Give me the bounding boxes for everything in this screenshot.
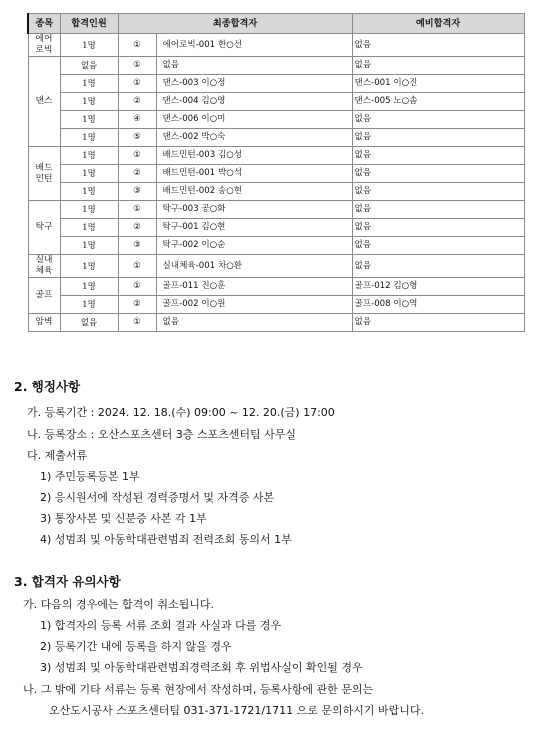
table-body: [28, 34, 524, 332]
reserve-passer-cell: 없음: [352, 34, 524, 57]
slot-number-cell: ①: [118, 201, 156, 219]
count-cell: 1명: [60, 255, 118, 278]
final-passer-cell: 골프-011 진○훈: [156, 278, 352, 296]
category-cell: [28, 314, 60, 332]
reserve-passer-cell: 없음: [352, 201, 524, 219]
section-2-line-1: 가. 등록기간 : 2024. 12. 18.(수) 09:00 ~ 12. 20.(금) 17:00: [27, 406, 335, 419]
table-row: [28, 75, 524, 93]
slot-number-cell: ①: [118, 75, 156, 93]
reserve-passer-cell: 없음: [352, 147, 524, 165]
final-passer-cell: 탁구-002 이○순: [156, 237, 352, 255]
table-header-row: [28, 14, 524, 34]
count-cell: 1명: [60, 201, 118, 219]
slot-number-cell: ③: [118, 237, 156, 255]
table-row: [28, 111, 524, 129]
category-label: 실내: [35, 255, 53, 265]
reserve-passer-cell: 없음: [352, 129, 524, 147]
section-3-line-1: 가. 다음의 경우에는 합격이 취소됩니다.: [23, 598, 214, 611]
table-row: [28, 183, 524, 201]
category-cell: [28, 57, 60, 147]
final-passer-cell: 에어로빅-001 한○선: [156, 34, 352, 57]
reserve-passer-cell: 없음: [352, 183, 524, 201]
category-label: 댄스: [35, 96, 53, 106]
final-passer-cell: 탁구-001 김○현: [156, 219, 352, 237]
category-label: 체육: [35, 266, 53, 276]
reserve-passer-cell: 없음: [352, 219, 524, 237]
section-3-line-4: 3) 성범죄 및 아동학대관련범죄경력조회 후 위법사실이 확인될 경우: [40, 661, 363, 674]
slot-number-cell: ⑤: [118, 129, 156, 147]
slot-number-cell: ②: [118, 165, 156, 183]
final-passer-cell: 댄스-004 김○영: [156, 93, 352, 111]
category-cell: [28, 255, 60, 278]
reserve-passer-cell: 없음: [352, 165, 524, 183]
count-cell: 1명: [60, 183, 118, 201]
table-row: [28, 255, 524, 278]
final-passer-cell: 댄스-003 이○정: [156, 75, 352, 93]
final-passer-cell: 배드민턴-002 송○현: [156, 183, 352, 201]
table-row: [28, 219, 524, 237]
reserve-passer-cell: 없음: [352, 255, 524, 278]
slot-number-cell: ①: [118, 34, 156, 57]
count-cell: 1명: [60, 165, 118, 183]
table-row: [28, 34, 524, 57]
count-cell: 1명: [60, 147, 118, 165]
count-cell: 1명: [60, 75, 118, 93]
count-cell: 없음: [60, 314, 118, 332]
section-2-line-2: 나. 등록장소 : 오산스포츠센터 3층 스포츠센터팀 사무실: [27, 428, 296, 441]
final-passer-cell: 실내체육-001 차○환: [156, 255, 352, 278]
category-label: 민턴: [35, 173, 53, 184]
category-label: 골프: [35, 290, 53, 300]
count-cell: 1명: [60, 278, 118, 296]
table-row: [28, 278, 524, 296]
category-label: 배드: [35, 162, 53, 173]
header-reserve: 예비합격자: [352, 14, 524, 34]
slot-number-cell: ①: [118, 57, 156, 75]
category-cell: [28, 201, 60, 255]
category-label: 에어: [35, 34, 53, 44]
slot-number-cell: ①: [118, 314, 156, 332]
table-row: [28, 296, 524, 314]
category-label: 암벽: [35, 317, 53, 327]
slot-number-cell: ①: [118, 278, 156, 296]
section-2-line-5: 2) 응시원서에 작성된 경력증명서 및 자격증 사본: [40, 491, 275, 504]
category-cell: [28, 34, 60, 57]
header-category: 종목: [28, 14, 60, 34]
table-row: [28, 93, 524, 111]
table-row: [28, 201, 524, 219]
final-passer-cell: 골프-002 이○원: [156, 296, 352, 314]
results-table: [27, 13, 525, 332]
category-label: 로빅: [35, 45, 53, 55]
count-cell: 1명: [60, 219, 118, 237]
reserve-passer-cell: 없음: [352, 237, 524, 255]
final-passer-cell: 탁구-003 공○화: [156, 201, 352, 219]
count-cell: 1명: [60, 129, 118, 147]
section-3-line-3: 2) 등록기간 내에 등록을 하지 않을 경우: [40, 640, 232, 653]
category-cell: [28, 278, 60, 314]
reserve-passer-cell: 골프-012 김○형: [352, 278, 524, 296]
table-row: [28, 314, 524, 332]
section-2-title: 2. 행정사항: [14, 379, 81, 394]
reserve-passer-cell: 골프-008 이○역: [352, 296, 524, 314]
section-3-title: 3. 합격자 유의사항: [14, 574, 121, 589]
reserve-passer-cell: 없음: [352, 111, 524, 129]
count-cell: 1명: [60, 111, 118, 129]
slot-number-cell: ②: [118, 219, 156, 237]
slot-number-cell: ③: [118, 183, 156, 201]
final-passer-cell: 댄스-002 박○숙: [156, 129, 352, 147]
count-cell: 1명: [60, 34, 118, 57]
final-passer-cell: 배드민턴-001 박○석: [156, 165, 352, 183]
table-row: [28, 57, 524, 75]
reserve-passer-cell: 댄스-001 이○진: [352, 75, 524, 93]
section-2-line-4: 1) 주민등록등본 1부: [40, 470, 140, 483]
table-row: [28, 147, 524, 165]
table-row: [28, 237, 524, 255]
count-cell: 1명: [60, 237, 118, 255]
count-cell: 1명: [60, 93, 118, 111]
count-cell: 없음: [60, 57, 118, 75]
header-count: 합격인원: [60, 14, 118, 34]
final-passer-cell: 없음: [156, 314, 352, 332]
section-2-line-6: 3) 통장사본 및 신분증 사본 각 1부: [40, 512, 207, 525]
category-cell: [28, 147, 60, 201]
slot-number-cell: ②: [118, 296, 156, 314]
final-passer-cell: 없음: [156, 57, 352, 75]
final-passer-cell: 배드민턴-003 김○성: [156, 147, 352, 165]
slot-number-cell: ②: [118, 93, 156, 111]
section-3-line-6: 오산도시공사 스포츠센터팀 031-371-1721/1711 으로 문의하시기 바랍니다.: [49, 704, 424, 717]
final-passer-cell: 댄스-006 이○미: [156, 111, 352, 129]
slot-number-cell: ④: [118, 111, 156, 129]
section-2-line-3: 다. 제출서류: [27, 449, 88, 462]
section-3-line-5: 나. 그 밖에 기타 서류는 등록 현장에서 작성하며, 등록사항에 관한 문의는: [23, 683, 374, 696]
table-row: [28, 129, 524, 147]
category-label: 탁구: [35, 222, 53, 232]
section-3-line-2: 1) 합격자의 등록 서류 조회 결과 사실과 다를 경우: [40, 619, 282, 632]
reserve-passer-cell: 없음: [352, 314, 524, 332]
count-cell: 1명: [60, 296, 118, 314]
header-final: 최종합격자: [118, 14, 352, 34]
section-2-line-7: 4) 성범죄 및 아동학대관련범죄 전력조회 동의서 1부: [40, 533, 292, 546]
slot-number-cell: ①: [118, 255, 156, 278]
slot-number-cell: ①: [118, 147, 156, 165]
reserve-passer-cell: 댄스-005 노○솜: [352, 93, 524, 111]
table-row: [28, 165, 524, 183]
reserve-passer-cell: 없음: [352, 57, 524, 75]
